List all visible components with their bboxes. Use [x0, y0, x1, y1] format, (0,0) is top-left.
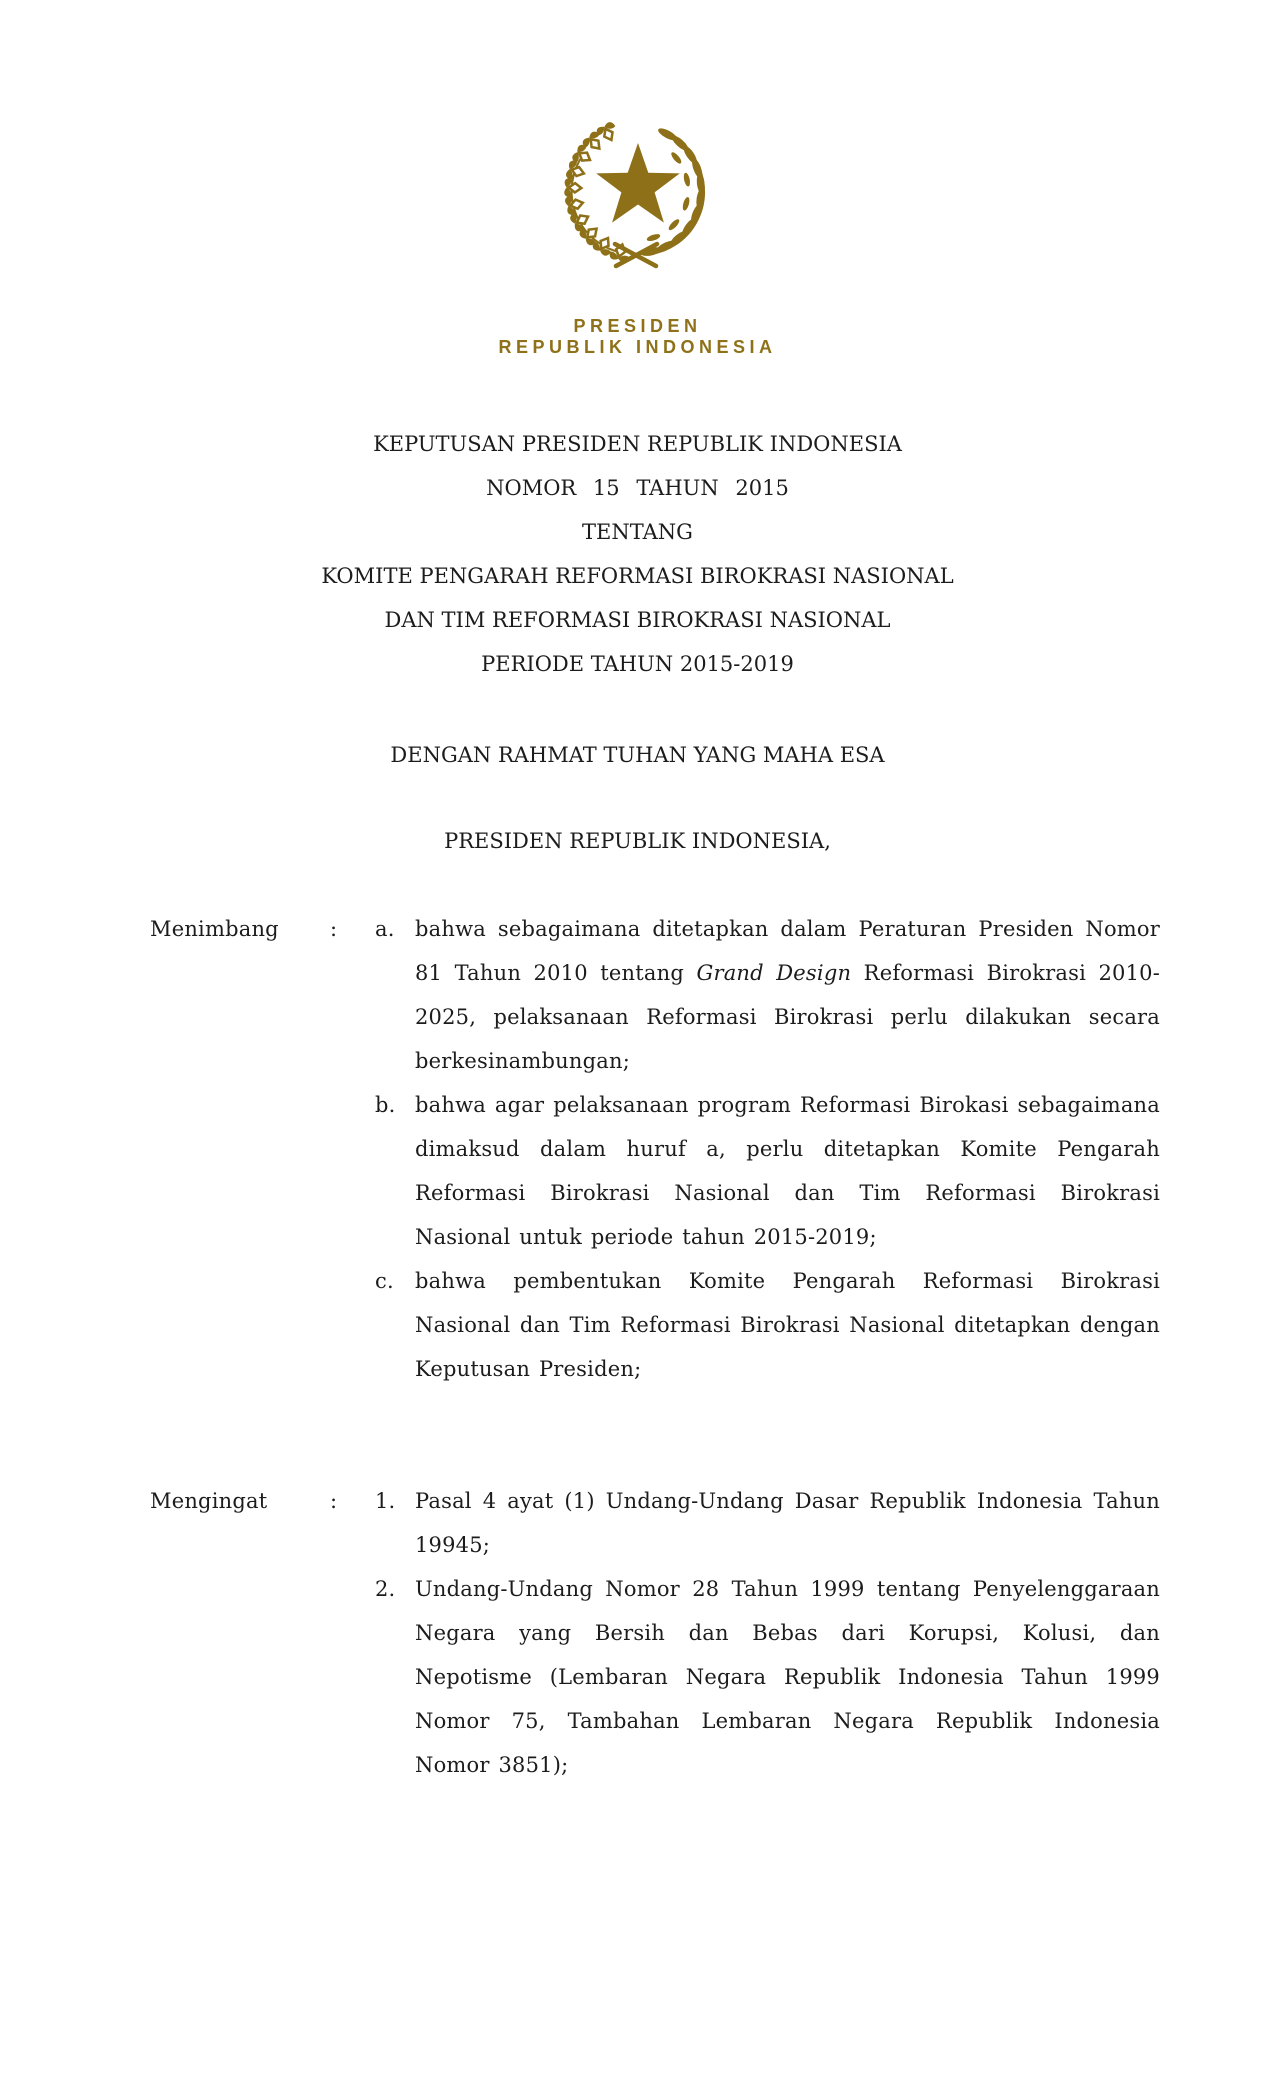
item-text-segment: Pasal 4 ayat (1) Undang-Undang Dasar Republik Indonesia Tahun 19945;: [415, 1489, 1160, 1557]
title-line-dan-tim: DAN TIM REFORMASI BIROKRASI NASIONAL: [384, 608, 891, 632]
title-line-periode: PERIODE TAHUN 2015-2019: [481, 652, 794, 676]
item-marker: b.: [375, 1093, 396, 1117]
item-text: [415, 1083, 1160, 1259]
item-marker: a.: [375, 917, 395, 941]
item-marker: c.: [375, 1269, 394, 1293]
item-text-segment: bahwa pembentukan Komite Pengarah Reformasi Birokrasi Nasional dan Tim Reformasi Birokrasi Nasional ditetapkan dengan Keputusan Presiden;: [415, 1269, 1160, 1381]
item-text-segment: Undang-Undang Nomor 28 Tahun 1999 tentang Penyelenggaraan Negara yang Bersih dan Bebas dari Korupsi, Kolusi, dan Nepotisme (Lembaran Negara Republik Indonesia Tahun 1999 Nomor 75, Tambahan Lembaran Negara Republik Indonesia Nomor 3851);: [415, 1577, 1160, 1777]
item-marker: 2.: [375, 1577, 396, 1601]
list-item: [375, 1259, 1160, 1391]
list-item: [375, 1479, 1160, 1567]
decree-title: [0, 422, 1275, 686]
item-text-segment: bahwa agar pelaksanaan program Reformasi Birokasi sebagaimana dimaksud dalam huruf a, perlu ditetapkan Komite Pengarah Reformasi Birokrasi Nasional dan Tim Reformasi Birokrasi Nasional untuk periode tahun 2015-2019;: [415, 1093, 1160, 1249]
section-label: Menimbang: [150, 917, 279, 941]
item-text-segment: bahwa sebagaimana ditetapkan dalam Peraturan Presiden Nomor 81 Tahun 2010 tentang: [415, 917, 1160, 985]
section-colon: :: [330, 917, 338, 941]
title-line-nomor: NOMOR 15 TAHUN 2015: [486, 476, 789, 500]
document-body: [150, 907, 1160, 1787]
section-items: [375, 1479, 1160, 1787]
title-line-komite: KOMITE PENGARAH REFORMASI BIROKRASI NASIONAL: [321, 564, 954, 588]
title-line-tentang: TENTANG: [582, 520, 693, 544]
presidential-emblem: [0, 113, 1275, 271]
seal-graphic: [564, 120, 706, 266]
item-text: [415, 1567, 1160, 1787]
list-item: [375, 1567, 1160, 1787]
section-label: Mengingat: [150, 1489, 268, 1513]
authority-line: PRESIDEN REPUBLIK INDONESIA,: [444, 829, 831, 853]
section-mengingat: [150, 1479, 1160, 1787]
item-text: [415, 1259, 1160, 1391]
letterhead-presiden: PRESIDEN: [573, 316, 702, 336]
section-items: [375, 907, 1160, 1391]
item-marker: 1.: [375, 1489, 396, 1513]
list-item: [375, 1083, 1160, 1259]
list-item: [375, 907, 1160, 1083]
title-line-keputusan: KEPUTUSAN PRESIDEN REPUBLIK INDONESIA: [373, 432, 902, 456]
item-text-segment: Reformasi Birokrasi 2010-2025, pelaksanaan Reformasi Birokrasi perlu dilakukan secara berkesinambungan;: [415, 961, 1161, 1073]
item-text-italic-segment: Grand Design: [696, 961, 852, 985]
section-menimbang: [150, 907, 1160, 1435]
section-colon: :: [330, 1489, 338, 1513]
letterhead: [0, 316, 1275, 358]
letterhead-republik-indonesia: REPUBLIK INDONESIA: [498, 337, 777, 357]
presidential-seal-icon: [553, 113, 723, 271]
item-text: [415, 907, 1160, 1083]
item-text: [415, 1479, 1160, 1567]
star-icon: [596, 143, 680, 223]
invocation-line: DENGAN RAHMAT TUHAN YANG MAHA ESA: [390, 743, 885, 767]
